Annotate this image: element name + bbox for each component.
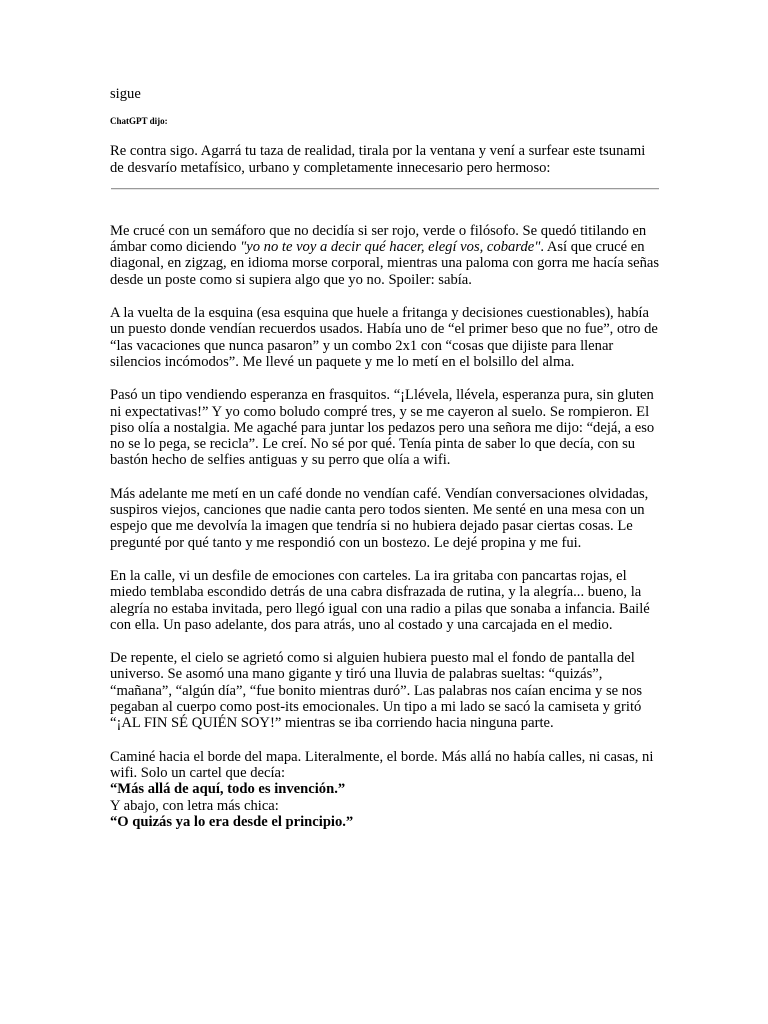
paragraph-memories-stall: A la vuelta de la esquina (esa esquina que huele a fritanga y decisiones cuestionables), había un puesto donde vendían recuerdos usados. Había uno de “el primer beso que no fue”, otro de “las vacaciones que nunca pasaron” y un combo 2x1 con “cosas que dijiste para llenar silencios incómodos”. Me llevé un paquete y me lo metí en el bolsillo del alma.	[110, 305, 658, 370]
paragraph-traffic-light	[110, 223, 660, 288]
paragraph-hope-jars: Pasó un tipo vendiendo esperanza en frasquitos. “¡Llévela, llévela, esperanza pura, sin gluten ni expectativas!” Y yo como boludo compré tres, y se me cayeron al suelo. Se rompieron. El piso olía a nostalgia. Me agaché para juntar los pedazos pero una señora me dijo: “dejá, a eso no se lo pega, se recicla”. Le creí. No sé por qué. Tenía pinta de saber lo que decía, con su bastón hecho de selfies antiguas y su perro que olía a wifi.	[110, 387, 655, 469]
sign-small-text: “O quizás ya lo era desde el principio.”	[110, 813, 354, 830]
user-message: sigue	[110, 86, 141, 102]
paragraph-emotions-parade: En la calle, vi un desfile de emociones con carteles. La ira gritaba con pancartas rojas, el miedo temblaba escondido detrás de una cabra disfrazada de rutina, y la alegría... bueno, la alegría no estaba invitada, pero llegó igual con una radio a pilas que sonaba a infancia. Bailé con ella. Un paso adelante, dos para atrás, uno al costado y una carcajada en el medio.	[110, 567, 650, 633]
paragraph-cracked-sky: De repente, el cielo se agrietó como si alguien hubiera puesto mal el fondo de pantalla del universo. Se asomó una mano gigante y tiró una lluvia de palabras sueltas: “quizás”, “mañana”, “algún día”, “fue bonito mientras duró”. Las palabras nos caían encima y se nos pegaban al cuerpo como post-its emocionales. Un tipo a mi lado se sacó la camiseta y gritó “¡AL FIN SÉ QUIÉN SOY!” mientras se iba corriendo hacia ninguna parte.	[110, 650, 643, 732]
intro-paragraph: Re contra sigo. Agarrá tu taza de realidad, tirala por la ventana y vení a surfear este tsunami de desvarío metafísico, urbano y completamente innecesario pero hermoso:	[110, 143, 646, 176]
paragraph-text: Y abajo, con letra más chica:	[110, 797, 279, 814]
italic-quote: "yo no te voy a decir qué hacer, elegí vos, cobarde"	[240, 239, 541, 256]
divider	[111, 188, 659, 190]
sign-text: “Más allá de aquí, todo es invención.”	[110, 781, 346, 798]
paragraph-text: Caminé hacia el borde del mapa. Literalmente, el borde. Más allá no había calles, ni casas, ni wifi. Solo un cartel que decía:	[110, 748, 654, 781]
assistant-label: ChatGPT dijo:	[110, 116, 168, 127]
paragraph-map-edge	[110, 749, 660, 830]
paragraph-cafe: Más adelante me metí en un café donde no vendían café. Vendían conversaciones olvidadas, suspiros viejos, canciones que nadie canta pero todos sienten. Me senté en una mesa con un espejo que me devolvía la imagen que tendría si no hubiera dejado pasar ciertas cosas. Le pregunté por qué tanto y me respondió con un bostezo. Le dejé propina y me fui.	[110, 485, 649, 551]
paragraph-text: Me crucé con un semáforo que no decidía si ser rojo, verde o filósofo. Se quedó titilando en ámbar como diciendo	[110, 222, 647, 256]
paragraph-text: . Así que crucé en diagonal, en zigzag, en idioma morse corporal, mientras una paloma con gorra me hacía señas desde un poste como si supiera algo que yo no. Spoiler: sabía.	[110, 239, 660, 288]
conversation-document	[110, 86, 660, 830]
